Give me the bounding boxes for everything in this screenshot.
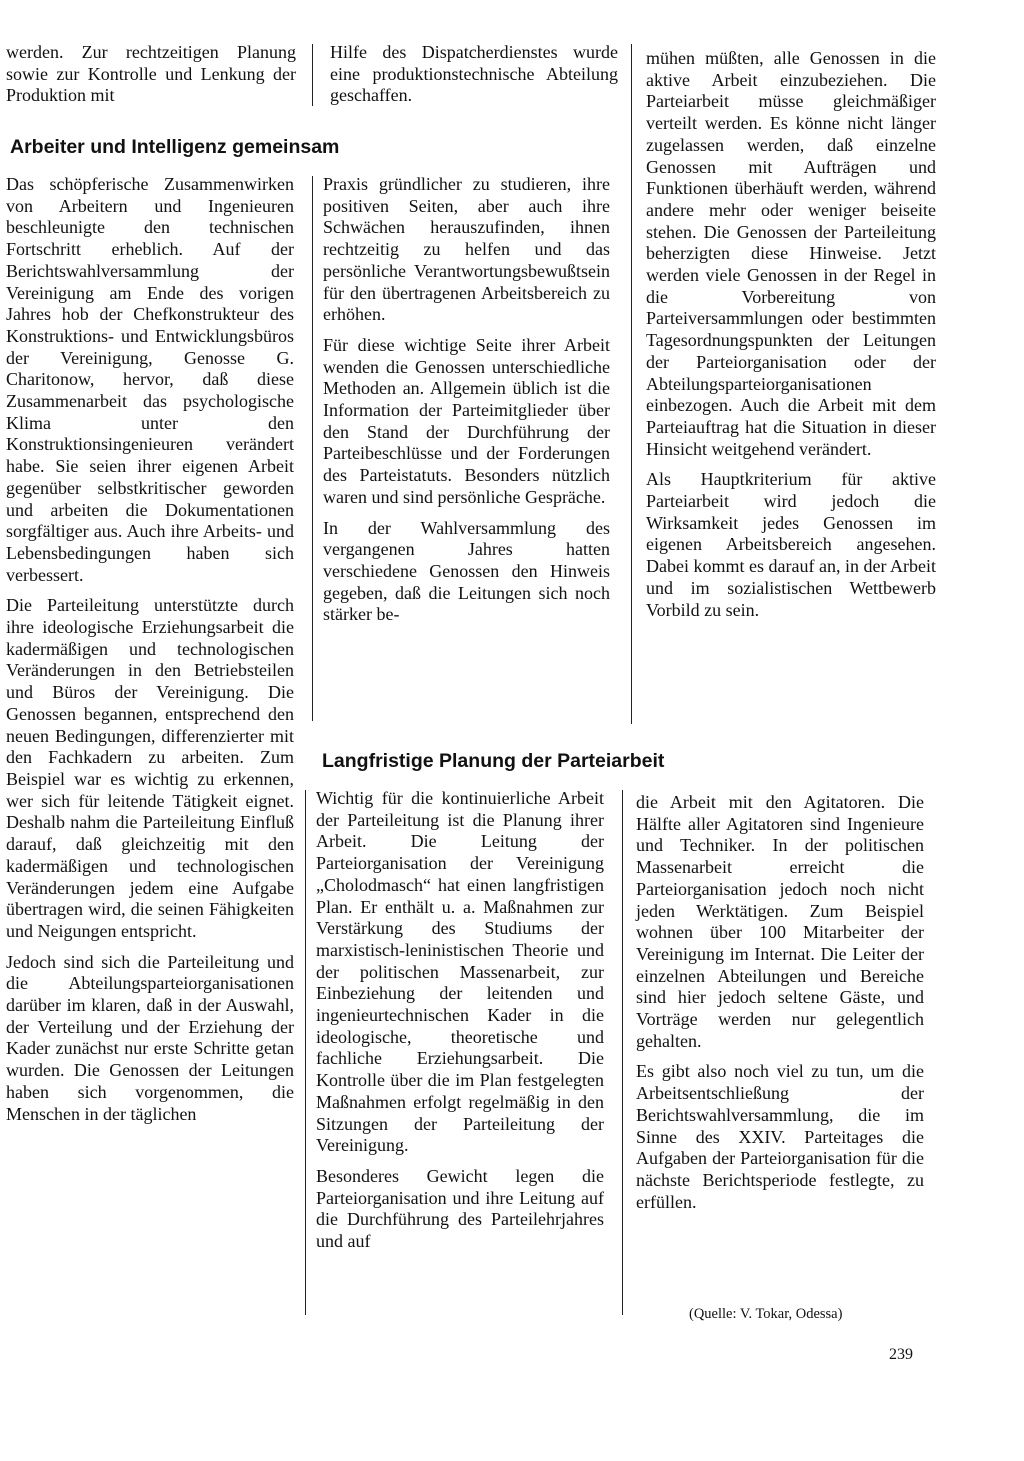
column-rule-top-2 xyxy=(631,44,632,724)
section-heading-workers-intelligence: Arbeiter und Intelligenz gemeinsam xyxy=(10,136,340,158)
paragraph: Die Parteileitung unterstützte durch ihre ideologische Erziehungsarbeit die kadermäßigen und technologischen Veränderungen in den Betriebsteilen und Büros der Vereinigung. Die Genossen begannen, entsprechend den neuen Bedingungen, differenzierter mit den Fachkadern zu arbeiten. Zum Beispiel war es wichtig zu erkennen, wer sich für leitende Tätigkeit eignet. Deshalb nahm die Parteileitung Einfluß darauf, daß gleichzeitig mit den kadermäßigen und technologischen Veränderungen jedem eine Aufgabe übertragen wird, die seinen Fähigkeiten und Neigungen entspricht. xyxy=(6,595,294,941)
top-column-1 xyxy=(6,42,296,107)
column-rule-section1-1 xyxy=(312,176,313,721)
paragraph: Jedoch sind sich die Parteileitung und die Abteilungsparteiorganisationen darüber im klaren, daß in der Auswahl, der Verteilung und der Erziehung der Kader zunächst nur erste Schritte getan wurden. Die Genossen der Leitungen haben sich vorgenommen, die Menschen in der täglichen xyxy=(6,951,294,1124)
section-heading-long-term-planning: Langfristige Planung der Parteiarbeit xyxy=(322,750,665,772)
top-column-2 xyxy=(330,42,618,107)
column-rule-top-1 xyxy=(312,44,313,106)
paragraph: mühen müßten, alle Genossen in die aktive Arbeit einzubeziehen. Die Parteiarbeit müsse gleichmäßiger verteilt werden. Es könne nicht länger zugelassen werden, daß einzelne Genossen mit Aufträgen und Funktionen überhäuft werden, während andere mehr oder weniger beiseite stehen. Die Genossen der Parteileitung beherzigten diese Hinweise. Jetzt werden viele Genossen in der Regel in die Vorbereitung von Parteiversammlungen oder bestimmten Tagesordnungspunkten der Leitungen der Parteiorganisation oder der Abteilungsparteiorganisationen einbezogen. Auch die Arbeit mit dem Parteiauftrag hat die Situation in dieser Hinsicht weitgehend verändert. xyxy=(646,48,936,459)
section1-column-3 xyxy=(646,48,936,621)
paragraph: Besonderes Gewicht legen die Parteiorganisation und ihre Leitung auf die Durchführung des Parteilehrjahres und auf xyxy=(316,1165,604,1252)
section2-column-2 xyxy=(316,788,604,1253)
paragraph: die Arbeit mit den Agitatoren. Die Hälfte aller Agitatoren sind Ingenieure und Techniker. In der politischen Massenarbeit erreicht die Parteiorganisation jedoch noch nicht jeden Werktätigen. Zum Beispiel wohnen über 100 Mitarbeiter der Vereinigung im Internat. Die Leiter der einzelnen Abteilungen und Bereiche sind hier jedoch seltene Gäste, und Vorträge werden nur gelegentlich gehalten. xyxy=(636,792,924,1051)
column-rule-section2-right xyxy=(622,790,623,1315)
section2-column-3 xyxy=(636,792,924,1213)
paragraph: In der Wahlversammlung des vergangenen Jahres hatten verschiedene Genossen den Hinweis gegeben, daß die Leitungen sich noch stärker be- xyxy=(323,517,610,625)
paragraph: Für diese wichtige Seite ihrer Arbeit wenden die Genossen unterschiedliche Methoden an. Allgemein üblich ist die Information der Parteimitglieder über den Stand der Durchführung der Parteibeschlüsse und der Forderungen des Parteistatuts. Besonders nützlich waren und sind persönliche Gespräche. xyxy=(323,334,610,507)
section1-column-1 xyxy=(6,174,294,1125)
page-number: 239 xyxy=(889,1346,913,1363)
top-paragraph-col1: werden. Zur rechtzeitigen Planung sowie zur Kontrolle und Lenkung der Produktion mit xyxy=(6,42,296,106)
column-rule-section2-left xyxy=(305,790,306,1315)
paragraph: Das schöpferische Zusammenwirken von Arbeitern und Ingenieuren beschleunigte den technischen Fortschritt erheblich. Auf der Berichtswahlversammlung der Vereinigung am Ende des vorigen Jahres hob der Chefkonstrukteur des Konstruktions- und Entwicklungsbüros der Vereinigung, Genosse G. Charitonow, hervor, daß diese Zusammenarbeit das psychologische Klima unter den Konstruktionsingenieuren verändert habe. Sie seien ihrer eigenen Arbeit gegenüber selbstkritischer geworden und arbeiten die Dokumentationen sorgfältiger aus. Auch ihre Arbeits- und Lebensbedingungen haben sich verbessert. xyxy=(6,174,294,585)
top-paragraph-col2: Hilfe des Dispatcherdienstes wurde eine produktionstechnische Abteilung geschaffen. xyxy=(330,42,618,106)
paragraph: Als Hauptkriterium für aktive Parteiarbeit wird jedoch die Wirksamkeit jedes Genossen im eigenen Arbeitsbereich angesehen. Dabei kommt es darauf an, in der Arbeit und im sozialistischen Wettbewerb Vorbild zu sein. xyxy=(646,469,936,620)
paragraph: Wichtig für die kontinuierliche Arbeit der Parteileitung ist die Planung ihrer Arbeit. Die Leitung der Parteiorganisation der Vereinigung „Cholodmasch“ hat einen langfristigen Plan. Er enthält u. a. Maßnahmen zur Verstärkung des Studiums der marxistisch-leninistischen Theorie und der politischen Massenarbeit, zur Einbeziehung der leitenden und ingenieurtechnischen Kader in die ideologische, theoretische und fachliche Erziehungsarbeit. Die Kontrolle über die im Plan festgelegten Maßnahmen erfolgt regelmäßig in den Sitzungen der Parteileitung der Vereinigung. xyxy=(316,788,604,1156)
paragraph: Es gibt also noch viel zu tun, um die Arbeitsentschließung der Berichtswahlversammlung, die im Sinne des XXIV. Parteitages die Aufgaben der Parteiorganisation für die nächste Berichtsperiode festlegte, zu erfüllen. xyxy=(636,1061,924,1212)
source-citation: (Quelle: V. Tokar, Odessa) xyxy=(689,1306,843,1322)
section1-column-2 xyxy=(323,174,610,626)
paragraph: Praxis gründlicher zu studieren, ihre positiven Seiten, aber auch ihre Schwächen herauszufinden, ihnen rechtzeitig zu helfen und das persönliche Verantwortungsbewußtsein für den übertragenen Arbeitsbereich zu erhöhen. xyxy=(323,174,610,325)
